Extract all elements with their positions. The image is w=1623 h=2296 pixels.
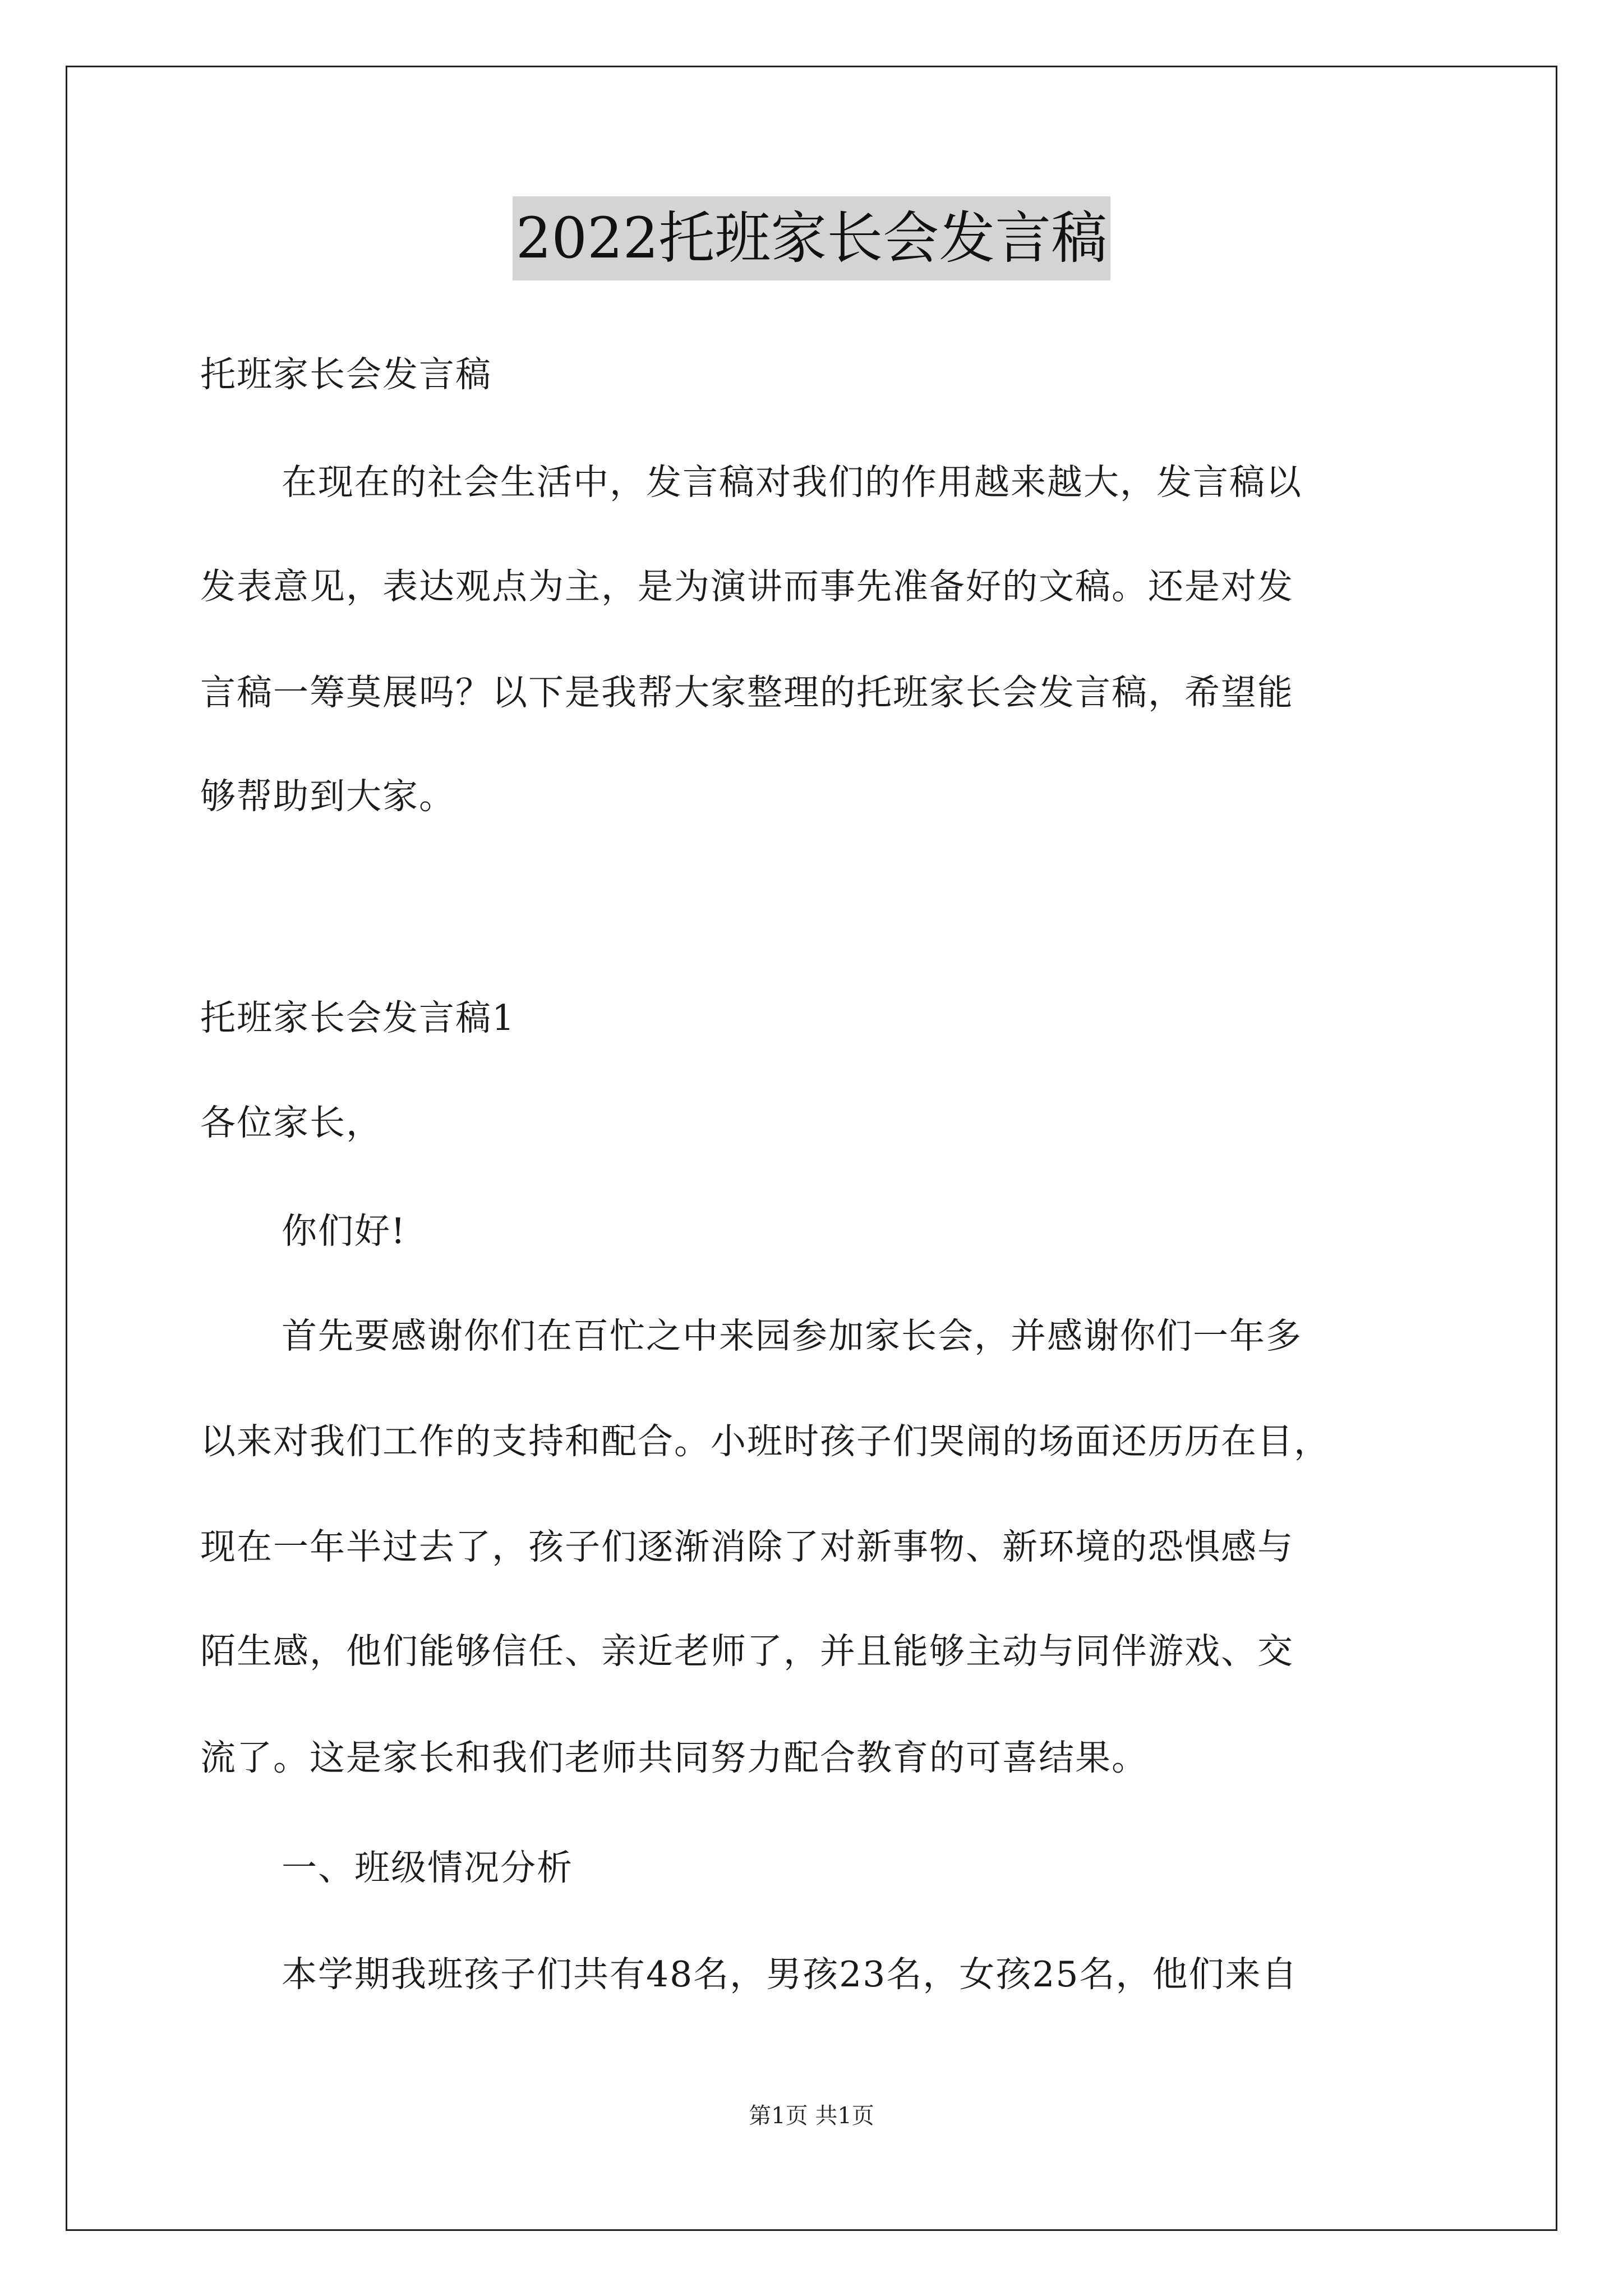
paragraph-line: 发表意见，表达观点为主，是为演讲而事先准备好的文稿。还是对发	[200, 566, 1294, 607]
subtitle-line: 托班家长会发言稿	[200, 354, 492, 395]
title-container	[0, 196, 1623, 280]
greeting-line: 你们好!	[282, 1211, 407, 1251]
paragraph-line: 流了。这是家长和我们老师共同努力配合教育的可喜结果。	[200, 1737, 1148, 1778]
paragraph-line: 陌生感，他们能够信任、亲近老师了，并且能够主动与同伴游戏、交	[200, 1631, 1294, 1672]
paragraph-line: 在现在的社会生活中，发言稿对我们的作用越来越大，发言稿以	[282, 462, 1302, 503]
paragraph-line: 言稿一筹莫展吗？以下是我帮大家整理的托班家长会发言稿，希望能	[200, 672, 1294, 713]
paragraph-line: 首先要感谢你们在百忙之中来园参加家长会，并感谢你们一年多	[282, 1315, 1302, 1356]
paragraph-line: 现在一年半过去了，孩子们逐渐消除了对新事物、新环境的恐惧感与	[200, 1526, 1294, 1567]
document-title: 2022托班家长会发言稿	[513, 196, 1111, 280]
salutation-line: 各位家长，	[200, 1102, 382, 1143]
page-footer: 第1页 共1页	[749, 2103, 874, 2129]
section-heading: 托班家长会发言稿1	[200, 997, 516, 1038]
paragraph-line: 以来对我们工作的支持和配合。小班时孩子们哭闹的场面还历历在目，	[200, 1421, 1330, 1462]
paragraph-line: 本学期我班孩子们共有48名，男孩23名，女孩25名，他们来自	[282, 1954, 1298, 1995]
section-subheading: 一、班级情况分析	[282, 1847, 573, 1888]
paragraph-line: 够帮助到大家。	[200, 776, 455, 817]
